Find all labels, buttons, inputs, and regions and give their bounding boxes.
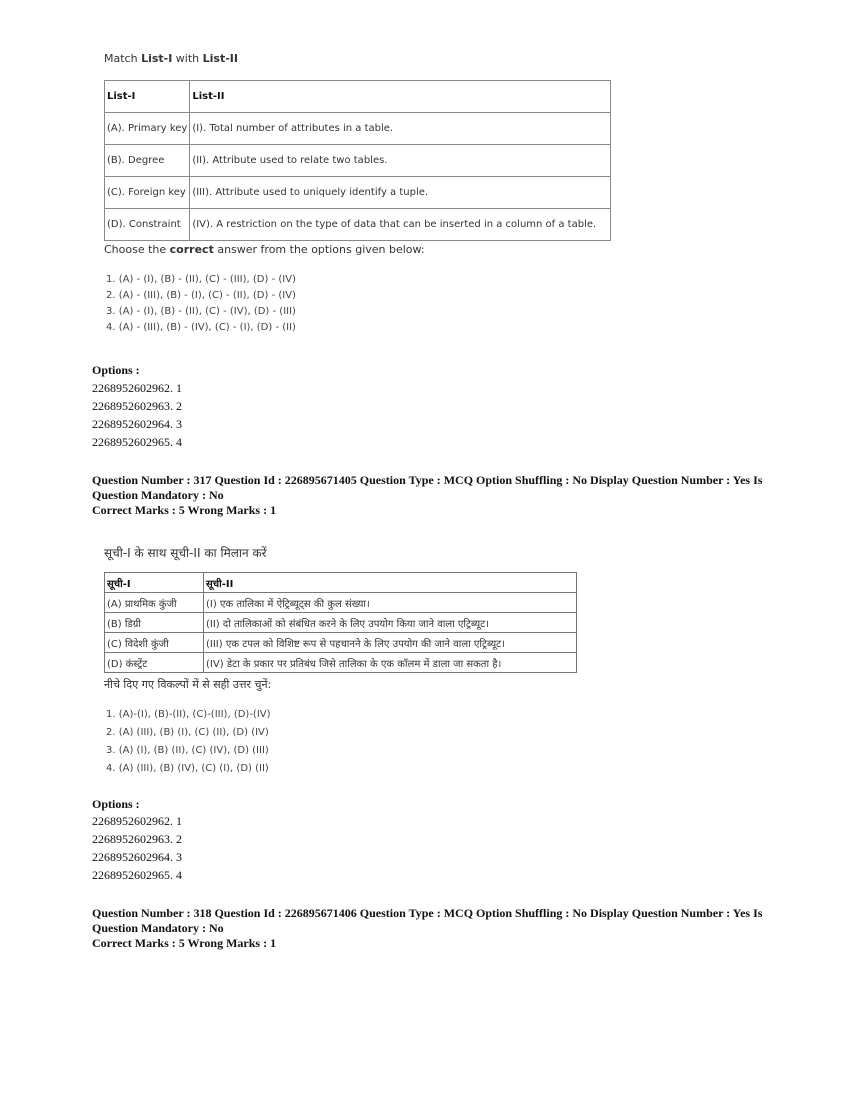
match-table-hindi [104, 572, 577, 673]
question-317-meta [92, 473, 792, 518]
option-id: 2268952602965. 4 [92, 435, 182, 449]
list-2-cell: (II) दो तालिकाओं को संबंधित करने के लिए उपयोग किया जाने वाला एट्रिब्यूट। [204, 613, 577, 633]
answer-choice: 1. (A)-(I), (B)-(II), (C)-(III), (D)-(IV) [106, 709, 271, 720]
answer-choices-list [106, 706, 271, 778]
table-header-row [105, 81, 611, 113]
table-row [105, 653, 577, 673]
column-header-list-2: List-II [190, 81, 611, 113]
question-317-instruction: सूची-I के साथ सूची-II का मिलान करें [104, 546, 267, 560]
list-1-cell: (A). Primary key [105, 113, 190, 145]
question-meta-line: Correct Marks : 5 Wrong Marks : 1 [92, 936, 277, 950]
table-row [105, 633, 577, 653]
table-row [105, 145, 611, 177]
list-1-cell: (B). Degree [105, 145, 190, 177]
table-row [105, 209, 611, 241]
option-id: 2268952602965. 4 [92, 868, 182, 882]
options-label: Options : [92, 363, 140, 377]
table-row [105, 613, 577, 633]
option-id: 2268952602963. 2 [92, 832, 182, 846]
list-1-cell: (C). Foreign key [105, 177, 190, 209]
answer-choice: 2. (A) (III), (B) (I), (C) (II), (D) (IV) [106, 727, 269, 738]
list-1-cell: (A) प्राथमिक कुंजी [105, 593, 204, 613]
match-table-english [104, 80, 611, 241]
list-2-cell: (II). Attribute used to relate two tables. [190, 145, 611, 177]
question-meta-line: Question Number : 317 Question Id : 226895671405 Question Type : MCQ Option Shuffling : No Display Question Number : Yes Is [92, 473, 763, 487]
question-316-instruction: Match List-I with List-II [104, 52, 238, 65]
list-1-cell: (C) विदेशी कुंजी [105, 633, 204, 653]
list-1-cell: (B) डिग्री [105, 613, 204, 633]
list-2-cell: (I). Total number of attributes in a table. [190, 113, 611, 145]
column-header-list-1: सूची-I [105, 573, 204, 593]
question-meta-line: Question Mandatory : No [92, 921, 224, 935]
question-meta-line: Question Mandatory : No [92, 488, 224, 502]
answer-choice: 4. (A) (III), (B) (IV), (C) (I), (D) (II) [106, 763, 269, 774]
list-1-cell: (D). Constraint [105, 209, 190, 241]
answer-choice: 4. (A) - (III), (B) - (IV), (C) - (I), (D) - (II) [106, 322, 296, 333]
answer-choice: 3. (A) (I), (B) (II), (C) (IV), (D) (III) [106, 745, 269, 756]
answer-choice: 1. (A) - (I), (B) - (II), (C) - (III), (D) - (IV) [106, 274, 296, 285]
table-row [105, 113, 611, 145]
column-header-list-2: सूची-II [204, 573, 577, 593]
answer-choices-list [106, 272, 296, 336]
question-318-meta [92, 906, 792, 951]
options-label: Options : [92, 797, 140, 811]
table-row [105, 177, 611, 209]
list-2-cell: (I) एक तालिका में ऐट्रिब्यूट्स की कुल संख्या। [204, 593, 577, 613]
option-id: 2268952602964. 3 [92, 417, 182, 431]
option-id: 2268952602962. 1 [92, 381, 182, 395]
choose-answer-instruction: Choose the correct answer from the options given below: [104, 243, 425, 256]
option-id-list [92, 379, 182, 451]
list-2-cell: (IV) डेटा के प्रकार पर प्रतिबंध जिसे तालिका के एक कॉलम में डाला जा सकता है। [204, 653, 577, 673]
list-2-cell: (III) एक टपल को विशिष्ट रूप से पहचानने के लिए उपयोग की जाने वाला एट्रिब्यूट। [204, 633, 577, 653]
list-2-cell: (III). Attribute used to uniquely identify a tuple. [190, 177, 611, 209]
list-2-cell: (IV). A restriction on the type of data that can be inserted in a column of a table. [190, 209, 611, 241]
column-header-list-1: List-I [105, 81, 190, 113]
table-header-row [105, 573, 577, 593]
answer-choice: 2. (A) - (III), (B) - (I), (C) - (II), (D) - (IV) [106, 290, 296, 301]
question-meta-line: Correct Marks : 5 Wrong Marks : 1 [92, 503, 277, 517]
option-id: 2268952602962. 1 [92, 814, 182, 828]
list-1-cell: (D) कंस्ट्रेंट [105, 653, 204, 673]
question-meta-line: Question Number : 318 Question Id : 226895671406 Question Type : MCQ Option Shuffling : No Display Question Number : Yes Is [92, 906, 763, 920]
option-id: 2268952602963. 2 [92, 399, 182, 413]
answer-choice: 3. (A) - (I), (B) - (II), (C) - (IV), (D) - (III) [106, 306, 296, 317]
option-id: 2268952602964. 3 [92, 850, 182, 864]
option-id-list [92, 812, 182, 884]
choose-answer-instruction: नीचे दिए गए विकल्पों में से सही उत्तर चुनें: [104, 678, 272, 691]
table-row [105, 593, 577, 613]
